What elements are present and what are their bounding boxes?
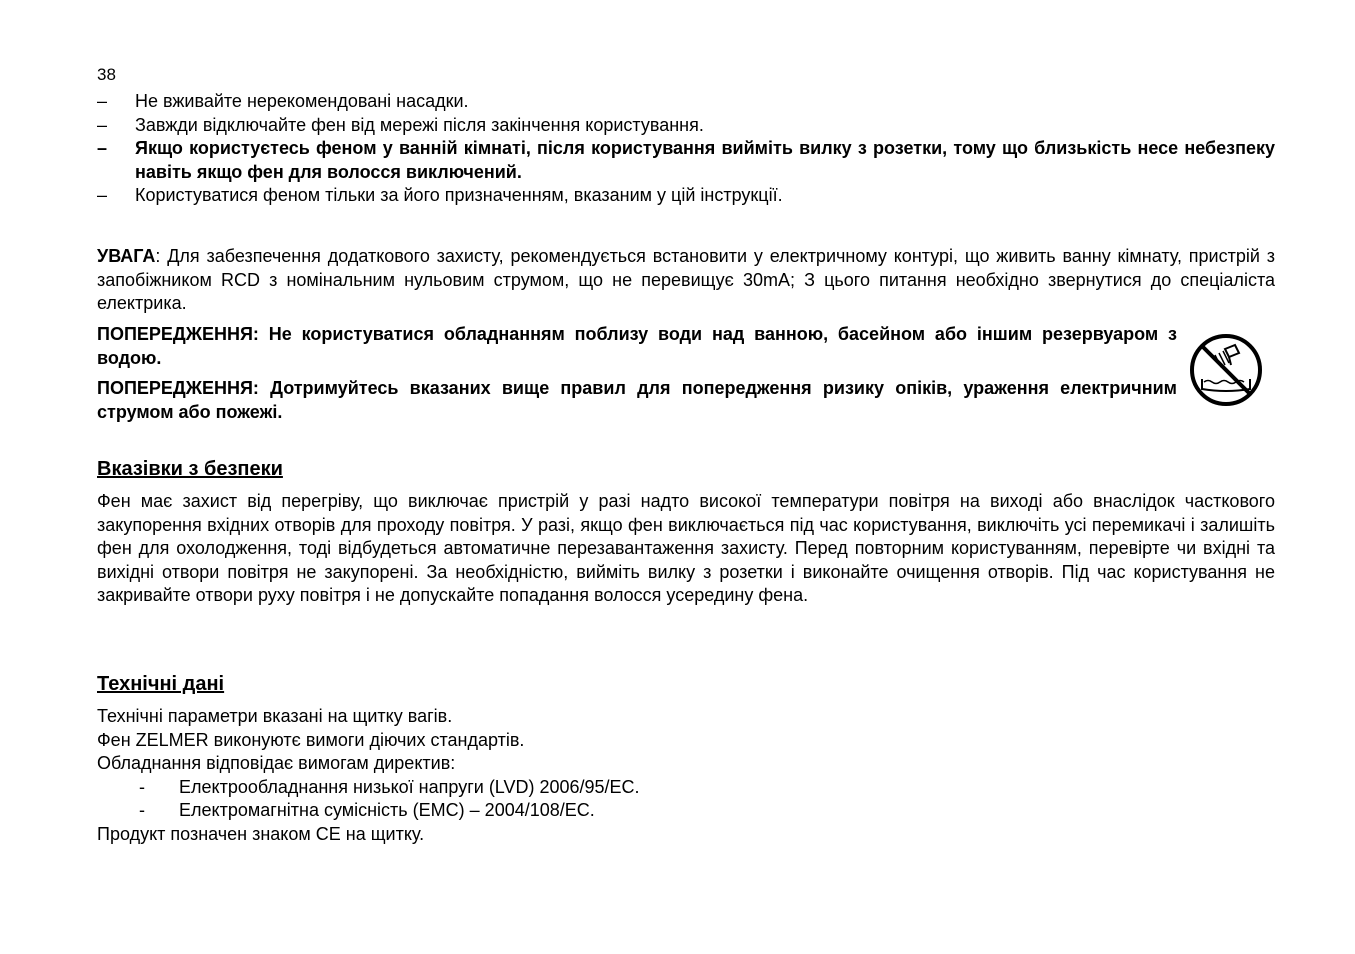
list-item [97,114,1275,138]
list-item-text: Якщо користуєтесь феном у ванній кімнаті, після користування вийміть вилку з розетки, тому що близькість несе небезпеку навіть якщо фен для волосся виключений. [135,138,1275,182]
tech-line: Фен ZELMER виконуютє вимоги діючих стандартів. [97,729,525,750]
precautions-list [97,90,1275,208]
list-item [97,184,1275,208]
directives-list [97,776,1275,823]
page-number: 38 [97,65,116,84]
list-item [97,90,1275,114]
list-item [97,137,1275,184]
no-water-hairdryer-icon [1189,333,1263,407]
list-item-text: Електромагнітна сумісність (EMC) – 2004/108/EC. [179,800,595,820]
safety-title: Вказівки з безпеки [97,458,283,480]
attention-label: УВАГА [97,246,156,266]
list-marker: - [139,776,145,797]
tech-line: Технічні параметри вказані на щитку вагів. [97,706,453,726]
tech-line: Обладнання відповідає вимогам директив: [97,753,456,773]
list-item [97,776,1275,800]
list-item-text: Не вживайте нерекомендовані насадки. [135,91,469,111]
safety-text: Фен має захист від перегріву, що виключає пристрій у разі надто високої температури повітря на виході або внаслідок часткового закупорення вхідних отворів для проходу повітря. У разі, якщо фен виключається під час користування, виключіть усі перемикачі і залишіть фен для охолодження, тоді відбудеться автоматичне перезавантаження захисту. Перед повторним користуванням, перевірте чи вхідні та вихідні отвори повітря не закупорені. За необхідністю, вийміть вилку з розетки і виконайте очищення отворів. Під час користування не закривайте отвори руху повітря і не допускайте попадання волосся усередину фена. [97,491,1275,605]
list-marker: – [97,138,108,158]
attention-note [97,245,1275,316]
tech-section [97,705,1275,846]
list-item-text: Електрообладнання низької напруги (LVD) 2006/95/EC. [179,776,640,797]
tech-footer: Продукт позначен знаком CE на щитку. [97,823,425,844]
warning-water: ПОПЕРЕДЖЕННЯ: Не користуватися обладнанням поблизу води над ванною, басейном або іншим резервуаром з водою. [97,324,1177,368]
list-marker: – [97,91,108,111]
list-item-text: Користуватися феном тільки за його призначенням, вказаним у цій інструкції. [135,185,783,205]
list-item-text: Завжди відключайте фен від мережі після закінчення користування. [135,114,704,135]
list-item [97,799,1275,823]
list-marker: - [139,800,145,820]
list-marker: – [97,185,108,205]
list-marker: – [97,114,108,135]
attention-text: : Для забезпечення додаткового захисту, рекомендується встановити у електричному контурі, що живить ванну кімнату, пристрій з запобіжником RCD з номінальним нульовим струмом, що не перевищує 30mA; З цього питання необхідно звернутися до спеціаліста електрика. [97,246,1275,313]
warning-shock: ПОПЕРЕДЖЕННЯ: Дотримуйтесь вказаних вище правил для попередження ризику опіків, ураження електричним струмом або пожежі. [97,378,1177,422]
tech-title: Технічні дані [97,673,225,695]
